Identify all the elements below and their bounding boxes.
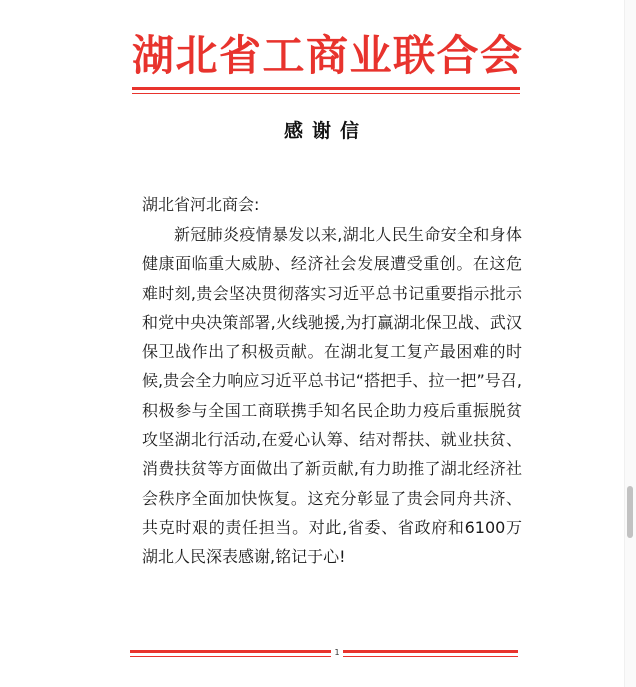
page-number: 1 (331, 648, 343, 658)
letter-body: 新冠肺炎疫情暴发以来,湖北人民生命安全和身体健康面临重大威胁、经济社会发展遭受重创。在这危难时刻,贵会坚决贯彻落实习近平总书记重要指示批示和党中央决策部署,火线驰援,为打赢湖北保卫战、武汉保卫战作出了积极贡献。在湖北复工复产最困难的时候,贵会全力响应习近平总书记“搭把手、拉一把”号召,积极参与全国工商联携手知名民企助力疫后重振脱贫攻坚湖北行活动,在爱心认筹、结对帮扶、就业扶贫、消费扶贫等方面做出了新贡献,有力助推了湖北经济社会秩序全面加快恢复。这充分彰显了贵会同舟共济、共克时艰的责任担当。对此,省委、省政府和6100万湖北人民深表感谢,铭记于心! (142, 225, 522, 567)
scrollbar-thumb[interactable] (627, 486, 633, 538)
letterhead-divider-thin (132, 93, 520, 94)
letter-title: 感谢信 (283, 120, 368, 142)
footer-divider-thin (130, 656, 518, 657)
letterhead-divider-thick (132, 87, 520, 90)
letter-salutation: 湖北省河北商会: (142, 195, 260, 214)
letterhead-org-name (132, 28, 523, 84)
letterhead-char: 合 (436, 31, 479, 80)
letterhead-char: 业 (349, 31, 392, 80)
letterhead-char: 联 (393, 31, 436, 80)
letterhead-char: 工 (262, 31, 305, 80)
vertical-scrollbar[interactable] (624, 0, 636, 687)
letterhead-char: 商 (306, 31, 349, 80)
letterhead-char: 北 (175, 31, 218, 80)
letterhead-char: 湖 (132, 31, 175, 80)
letterhead-char: 省 (219, 31, 262, 80)
letterhead-char: 会 (480, 31, 523, 80)
footer-divider-thick (130, 650, 518, 653)
